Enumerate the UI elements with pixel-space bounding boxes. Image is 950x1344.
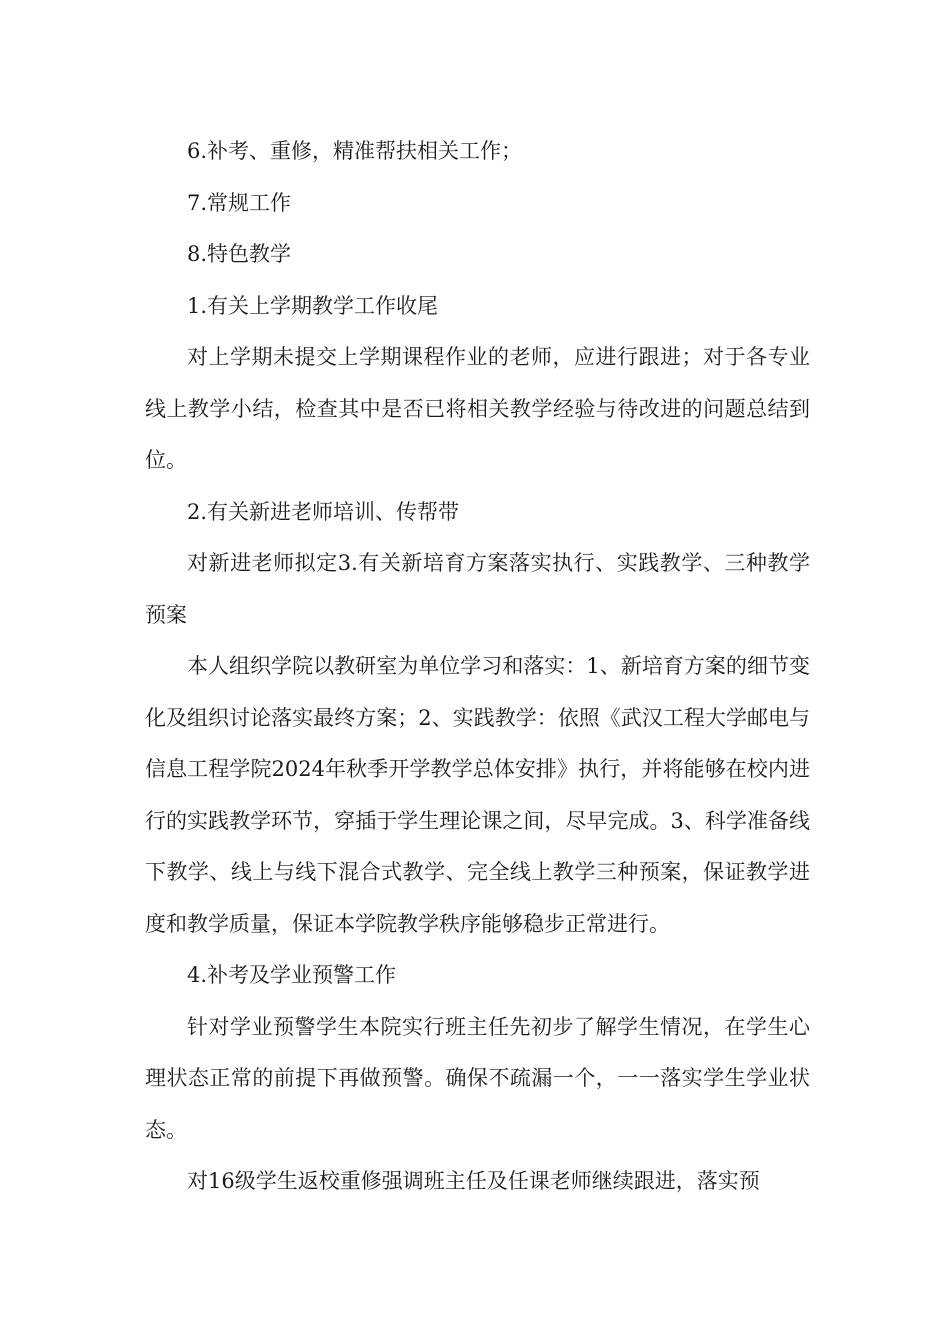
document-body: [145, 126, 810, 1208]
paragraph-item-7: 7.常规工作: [187, 190, 292, 215]
body-paragraph: 针对学业预警学生本院实行班主任先初步了解学生情况，在学生心理状态正常的前提下再做预警。确保不疏漏一个，一一落实学生学业状态。: [145, 1014, 810, 1142]
body-paragraph: 对上学期未提交上学期课程作业的老师，应进行跟进；对于各专业线上教学小结，检查其中是否已将相关教学经验与待改进的问题总结到位。: [145, 345, 810, 472]
body-paragraph: 对16级学生返校重修强调班主任及任课老师继续跟进，落实预: [187, 1169, 760, 1193]
body-paragraph: 本人组织学院以教研室为单位学习和落实：1、新培育方案的细节变化及组织讨论落实最终方案；2、实践教学：依照《武汉工程大学邮电与信息工程学院2024年秋季开学教学总体安排》执行，并将能够在校内进行的实践教学环节，穿插于学生理论课之间，尽早完成。3、科学准备线下教学、线上与线下混合式教学、完全线上教学三种预案，保证教学进度和教学质量，保证本学院教学秩序能够稳步正常进行。: [145, 654, 810, 936]
body-paragraph: 对新进老师拟定3.有关新培育方案落实执行、实践教学、三种教学预案: [145, 551, 810, 627]
section-heading-4: 4.补考及学业预警工作: [187, 963, 397, 987]
paragraph-item-6: 6.补考、重修，精准帮扶相关工作；: [187, 139, 523, 163]
section-heading-2: 2.有关新进老师培训、传帮带: [187, 499, 460, 524]
paragraph-item-8: 8.特色教学: [187, 242, 292, 266]
section-heading-1: 1.有关上学期教学工作收尾: [187, 293, 439, 318]
